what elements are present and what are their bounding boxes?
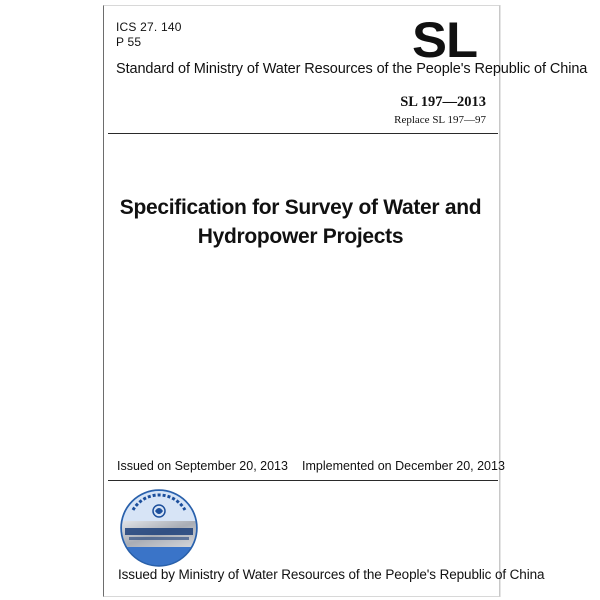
document-title: [103, 193, 498, 251]
sl-logo: SL: [412, 12, 478, 68]
title-line-2: Hydropower Projects: [197, 225, 404, 248]
top-divider: [108, 133, 498, 134]
ics-code: ICS 27. 140: [116, 20, 182, 34]
issuer-line: Issued by Ministry of Water Resources of the People's Republic of China: [118, 567, 545, 582]
anti-counterfeit-seal-icon: [119, 488, 199, 568]
bottom-divider: [108, 480, 498, 481]
title-line-1: Specification for Survey of Water and: [119, 196, 482, 219]
classification-code: P 55: [116, 35, 142, 49]
issuing-authority-line: Standard of Ministry of Water Resources of the People's Republic of China: [116, 61, 588, 77]
implemented-date: Implemented on December 20, 2013: [302, 459, 505, 473]
replaces-standard: Replace SL 197—97: [394, 114, 486, 126]
standard-number: SL 197—2013: [400, 94, 486, 110]
issued-date: Issued on September 20, 2013: [117, 459, 288, 473]
